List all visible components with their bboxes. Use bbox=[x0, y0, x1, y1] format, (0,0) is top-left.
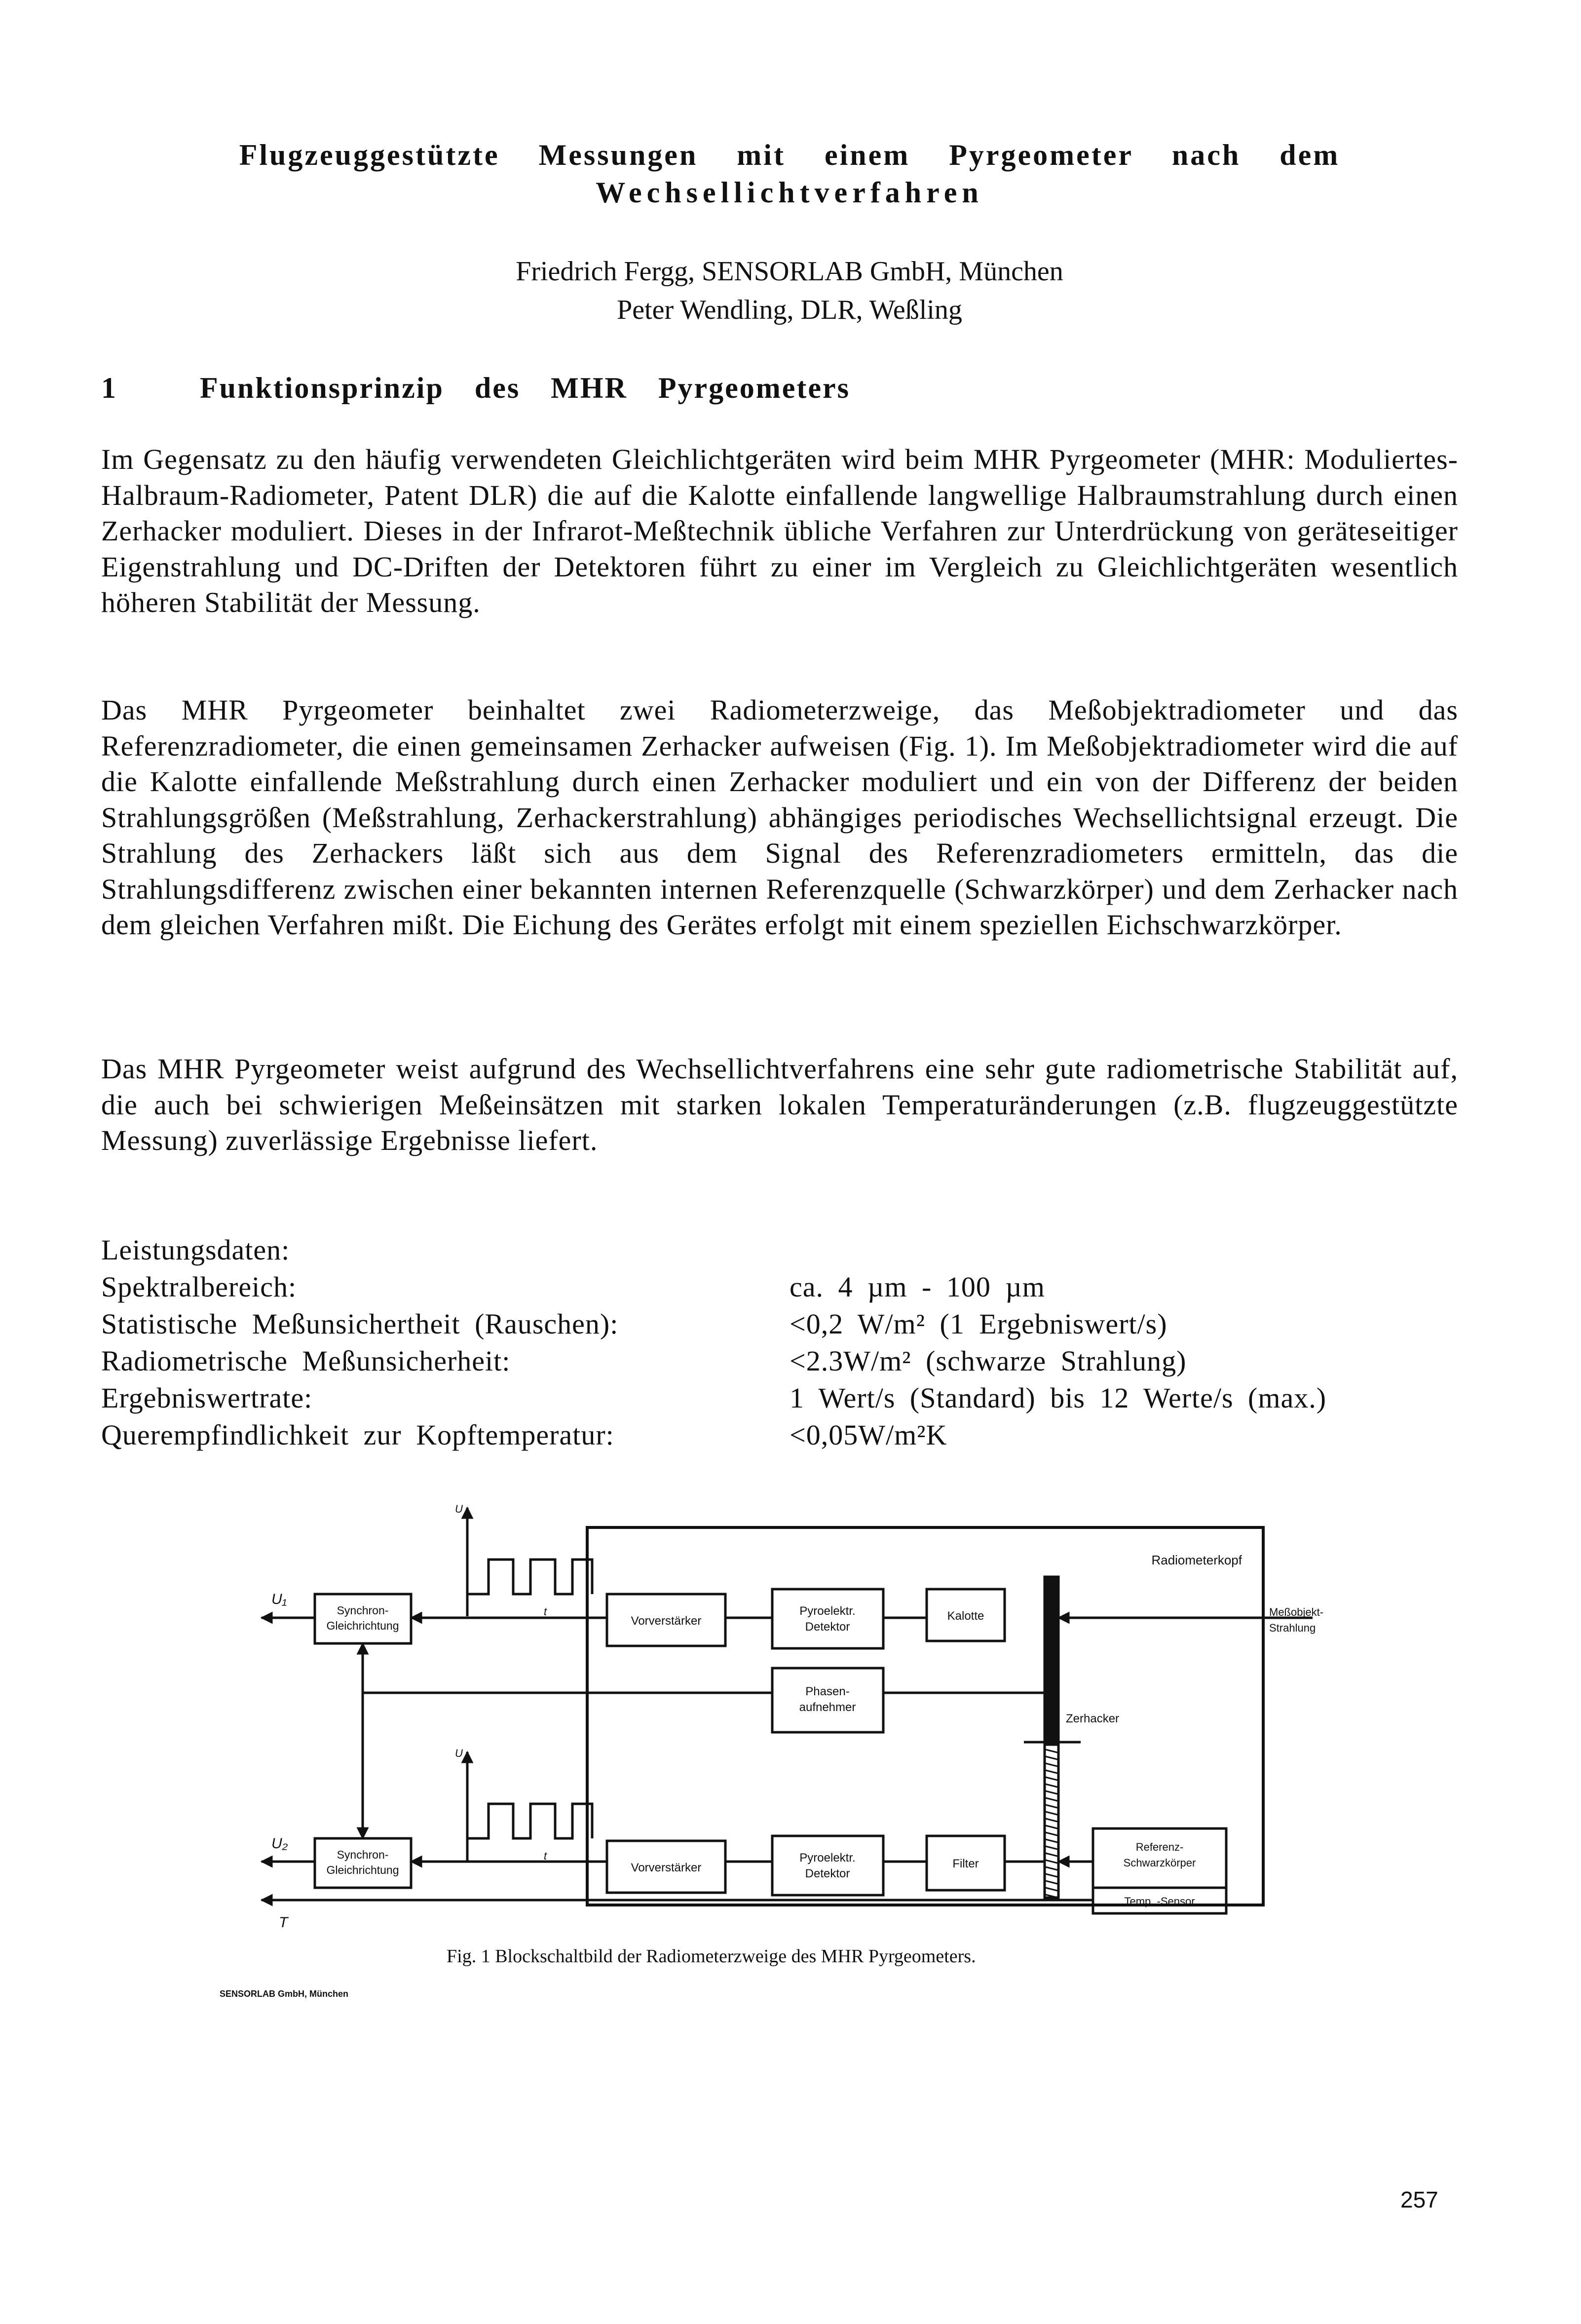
footnote: SENSORLAB GmbH, München bbox=[220, 1989, 349, 1999]
spec-row bbox=[101, 1379, 1326, 1416]
spec-label: Radiometrische Meßunsicherheit: bbox=[101, 1345, 511, 1377]
author-1: Friedrich Fergg, SENSORLAB GmbH, München bbox=[516, 256, 1063, 287]
u1-label: U₁ bbox=[271, 1591, 287, 1607]
reference-blackbody-label: Referenz- bbox=[1135, 1841, 1184, 1853]
spec-label: Spektralbereich: bbox=[101, 1271, 297, 1303]
spec-row bbox=[101, 1416, 1326, 1453]
spec-value: <0,2 W/m² (1 Ergebniswert/s) bbox=[790, 1308, 1167, 1340]
sync-rectifier-1-label: Synchron- bbox=[337, 1604, 389, 1617]
pyro-detector-2-label2: Detektor bbox=[805, 1867, 850, 1880]
radiometer-head-label: Radiometerkopf bbox=[1151, 1553, 1242, 1567]
t-output-label: T bbox=[279, 1914, 288, 1931]
section-heading bbox=[101, 371, 850, 405]
filter-label: Filter bbox=[952, 1857, 979, 1870]
temp-sensor-label: Temp. -Sensor bbox=[1124, 1895, 1195, 1907]
pyro-detector-2 bbox=[772, 1836, 883, 1895]
u2-label: U₂ bbox=[271, 1835, 288, 1852]
page-number: 257 bbox=[1400, 2187, 1438, 2212]
paragraph-1: Im Gegensatz zu den häufig verwendeten Gleichlichtgeräten wird beim MHR Pyrgeometer (MHR: Moduliertes-Halbraum-Radiometer, Patent DLR) die auf die Kalotte einfallende langwellige Halbraumstrahlung durch einen Zerhacker moduliert. Dieses in der Infrarot-Meßtechnik übliche Verfahren zur Unterdrückung von geräteseitiger Eigenstrahlung und DC-Driften der Detektoren führt zu einer im Vergleich zu Gleichlichtgeräten wesentlich höheren Stabilität der Messung. bbox=[101, 443, 1458, 618]
spec-label: Querempfindlichkeit zur Kopftemperatur: bbox=[101, 1419, 614, 1451]
spec-row bbox=[101, 1268, 1326, 1305]
paragraph-3: Das MHR Pyrgeometer weist aufgrund des Wechsellichtverfahrens eine sehr gute radiometrische Stabilität auf, die auch bei schwierigen Meßeinsätzen mit starken lokalen Temperaturänderungen (z.B. flugzeuggestützte Messung) zuverlässige Ergebnisse liefert. bbox=[101, 1053, 1458, 1156]
paper-title-line-1: Flugzeuggestützte Messungen mit einem Pyrgeometer nach dem bbox=[239, 139, 1340, 171]
spec-label: Ergebniswertrate: bbox=[101, 1382, 313, 1414]
phase-pickup-label2: aufnehmer bbox=[799, 1701, 856, 1714]
sync-rectifier-1-label2: Gleichrichtung bbox=[326, 1619, 399, 1632]
section-number: 1 bbox=[101, 372, 117, 404]
spec-row bbox=[101, 1342, 1326, 1379]
sync-rectifier-2 bbox=[315, 1838, 411, 1888]
spec-value: ca. 4 µm - 100 µm bbox=[790, 1271, 1045, 1303]
sync-rectifier-2-label: Synchron- bbox=[337, 1848, 389, 1861]
u-axis-label-2: U bbox=[455, 1747, 463, 1759]
measurement-radiation-label2: Strahlung bbox=[1269, 1622, 1316, 1634]
performance-data bbox=[101, 1231, 1326, 1453]
phase-pickup-label: Phasen- bbox=[805, 1685, 850, 1698]
pyro-detector-2-label: Pyroelektr. bbox=[799, 1851, 856, 1865]
paragraph-2: Das MHR Pyrgeometer beinhaltet zwei Radiometerzweige, das Meßobjektradiometer und das Referenzradiometer, die einen gemeinsamen Zerhacker aufweisen (Fig. 1). Im Meßobjektradiometer wird die auf die Kalotte einfallende Meßstrahlung durch einen Zerhacker moduliert und ein von der Differenz der beiden Strahlungsgrößen (Meßstrahlung, Zerhackerstrahlung) abhängiges periodisches Wechsellichtsignal erzeugt. Die Strahlung des Zerhackers läßt sich aus dem Signal des Referenzradiometers ermitteln, das die Strahlungsdifferenz zwischen einer bekannten internen Referenzquelle (Schwarzkörper) und dem Zerhacker nach dem gleichen Verfahren mißt. Die Eichung des Gerätes erfolgt mit einem speziellen Eichschwarzkörper. bbox=[101, 694, 1458, 941]
author-2: Peter Wendling, DLR, Weßling bbox=[617, 295, 962, 325]
kalotte-label: Kalotte bbox=[947, 1609, 984, 1623]
square-wave-icon bbox=[455, 1503, 592, 1618]
pyro-detector-1-label: Pyroelektr. bbox=[799, 1604, 856, 1618]
preamplifier-2-label: Vorverstärker bbox=[631, 1861, 702, 1874]
pyro-detector-1 bbox=[772, 1589, 883, 1648]
square-wave-icon bbox=[455, 1747, 592, 1862]
section-title: Funktionsprinzip des MHR Pyrgeometers bbox=[200, 372, 850, 404]
figure-caption: Fig. 1 Blockschaltbild der Radiometerzweige des MHR Pyrgeometers. bbox=[447, 1946, 976, 1967]
block-diagram bbox=[257, 1495, 1362, 1935]
spec-value: <0,05W/m²K bbox=[790, 1419, 947, 1451]
chopper-solid bbox=[1045, 1577, 1058, 1745]
measurement-radiation-label: Meßobjekt- bbox=[1269, 1606, 1324, 1618]
sync-rectifier-2-label2: Gleichrichtung bbox=[326, 1864, 399, 1876]
reference-blackbody-label2: Schwarzkörper bbox=[1123, 1857, 1196, 1869]
spec-value: 1 Wert/s (Standard) bis 12 Werte/s (max.) bbox=[790, 1382, 1327, 1414]
specs-heading: Leistungsdaten: bbox=[101, 1234, 290, 1266]
phase-pickup-box bbox=[772, 1668, 883, 1732]
preamplifier-1-label: Vorverstärker bbox=[631, 1614, 702, 1628]
sync-rectifier-1 bbox=[315, 1594, 411, 1643]
pyro-detector-1-label2: Detektor bbox=[805, 1620, 850, 1634]
u-axis-label-1: U bbox=[455, 1503, 463, 1515]
spec-row bbox=[101, 1305, 1326, 1342]
t-axis-label-2: t bbox=[544, 1850, 547, 1862]
spec-value: <2.3W/m² (schwarze Strahlung) bbox=[790, 1345, 1187, 1377]
paper-title-line-2: Wechsellichtverfahren bbox=[596, 176, 983, 209]
chopper-label: Zerhacker bbox=[1066, 1712, 1120, 1725]
spec-label: Statistische Meßunsichertheit (Rauschen): bbox=[101, 1308, 619, 1340]
t-axis-label-1: t bbox=[544, 1605, 547, 1618]
